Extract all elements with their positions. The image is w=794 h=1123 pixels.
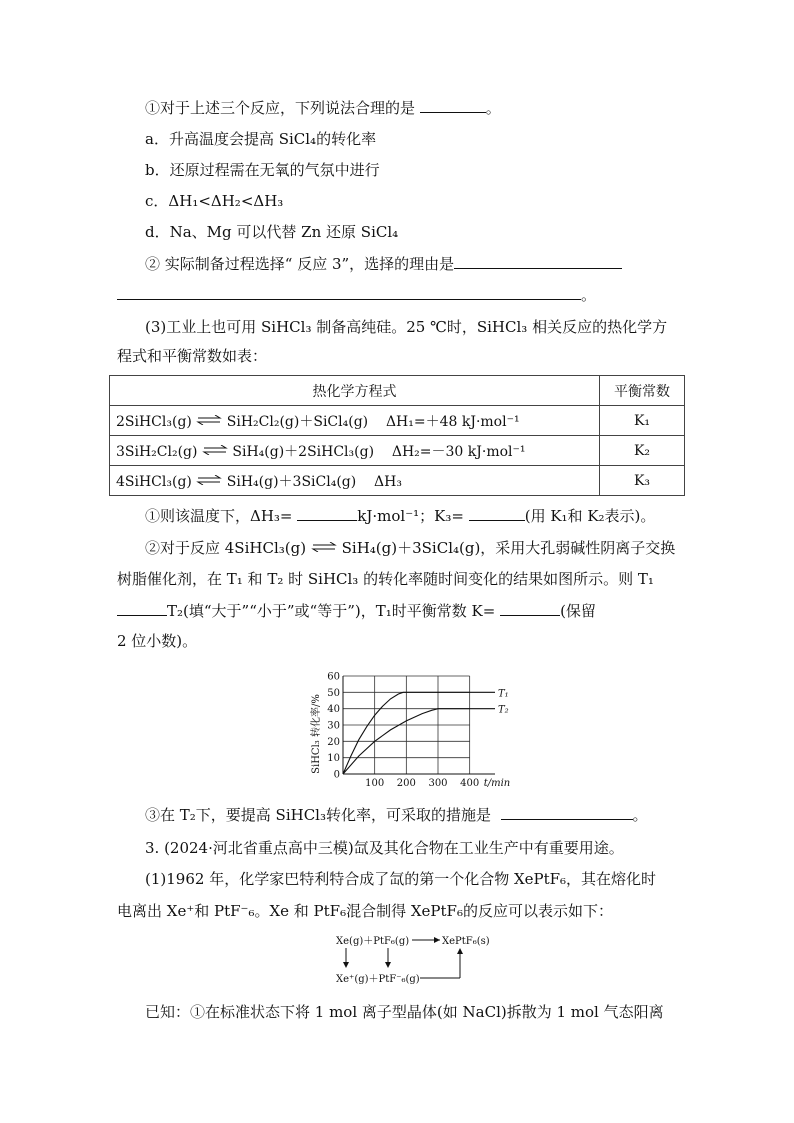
equilibrium-arrow-icon	[196, 475, 222, 485]
question-3-title: 3. (2024·河北省重点高中三模)氙及其化合物在工业生产中有重要用途。	[145, 839, 624, 857]
q3-p1-line2: 电离出 Xe⁺和 PtF⁻₆。Xe 和 PtF₆混合制得 XePtF₆的反应可以表示如下：	[117, 902, 613, 920]
option-c: c．ΔH₁<ΔH₂<ΔH₃	[145, 192, 284, 210]
series-line-1	[343, 692, 495, 774]
p3-q1: ①则该温度下，ΔH₃= kJ·mol⁻¹；K₃= (用 K₁和 K₂表示)。	[145, 507, 656, 525]
y-tick-label: 0	[333, 769, 340, 781]
chart-grid	[343, 676, 470, 774]
q3-p1-line1: (1)1962 年，化学家巴特利特合成了氙的第一个化合物 XePtF₆，其在熔化时	[145, 870, 657, 888]
x-tick-label: 400	[460, 778, 480, 789]
y-tick-label: 40	[327, 704, 340, 716]
p3-q2-line2: 树脂催化剂，在 T₁ 和 T₂ 时 SiHCl₃ 的转化率随时间变化的结果如图所示。则 T₁	[117, 570, 654, 588]
option-b: b．还原过程需在无氧的气氛中进行	[145, 161, 380, 179]
series-label: T₁	[498, 688, 509, 700]
table-header: 平衡常数	[600, 376, 685, 406]
y-axis-label: SiHCl₃ 转化率/%	[311, 694, 322, 774]
thermo-table	[109, 375, 685, 496]
y-tick-label: 10	[327, 753, 340, 765]
equilibrium-arrow-icon	[311, 542, 337, 552]
p3-intro-1: (3)工业上也可用 SiHCl₃ 制备高纯硅。25 ℃时，SiHCl₃ 相关反应的热化学方	[145, 318, 668, 336]
table-header-row	[110, 376, 685, 406]
y-tick-label: 30	[327, 720, 340, 732]
series-label: T₂	[498, 704, 509, 716]
conversion-chart	[305, 666, 515, 792]
x-tick-label: 300	[428, 778, 448, 789]
scheme-product: XePtF₆(s)	[442, 936, 490, 947]
scheme-ions: Xe⁺(g)＋PtF⁻₆(g)	[336, 974, 420, 985]
p3-intro-2: 程式和平衡常数如表：	[117, 347, 268, 365]
chart-series	[343, 688, 509, 774]
answer-blank[interactable]	[117, 601, 167, 616]
chart-ticks	[327, 672, 479, 790]
x-tick-label: 100	[365, 778, 385, 789]
y-tick-label: 50	[327, 687, 340, 699]
q2-line2: ② 实际制备过程选择“ 反应 3”，选择的理由是	[145, 254, 622, 274]
answer-blank[interactable]	[420, 98, 486, 113]
equilibrium-arrow-icon	[196, 415, 222, 425]
answer-blank[interactable]	[501, 805, 633, 820]
answer-blank[interactable]	[297, 506, 357, 521]
answer-blank[interactable]	[469, 506, 525, 521]
option-d: d．Na、Mg 可以代替 Zn 还原 SiCl₄	[145, 223, 399, 241]
q2-line2-cont: 。	[117, 285, 596, 305]
table-row: 3SiH₂Cl₂(g) SiH₄(g)＋2SiHCl₃(g) ΔH₂=－30 kJ·mol⁻¹ K₂	[110, 436, 685, 466]
q3-known: 已知：①在标准状态下将 1 mol 离子型晶体(如 NaCl)拆散为 1 mol 气态阳离	[145, 1003, 664, 1021]
p3-q2-line3: T₂(填“大于”“小于”或“等于”)，T₁时平衡常数 K= (保留	[117, 601, 596, 621]
table-row: 4SiHCl₃(g) SiH₄(g)＋3SiCl₄(g) ΔH₃ K₃	[110, 466, 685, 496]
scheme-reactants: Xe(g)＋PtF₆(g)	[336, 936, 410, 947]
answer-blank[interactable]	[454, 254, 622, 269]
reaction-scheme	[328, 930, 518, 992]
answer-blank[interactable]	[117, 285, 581, 300]
q2-line1: ①对于上述三个反应，下列说法合理的是 。	[145, 99, 501, 117]
equilibrium-arrow-icon	[202, 445, 228, 455]
x-axis-label: t/min	[483, 778, 511, 789]
p3-q3: ③在 T₂下，要提高 SiHCl₃转化率，可采取的措施是 。	[145, 806, 648, 824]
scheme-arrowhead-icon	[434, 937, 440, 943]
table-header: 热化学方程式	[110, 376, 600, 406]
table-row: 2SiHCl₃(g) SiH₂Cl₂(g)＋SiCl₄(g) ΔH₁=＋48 kJ·mol⁻¹ K₁	[110, 406, 685, 436]
y-tick-label: 60	[327, 671, 340, 683]
y-tick-label: 20	[327, 736, 340, 748]
x-tick-label: 200	[396, 778, 416, 789]
option-a: a．升高温度会提高 SiCl₄的转化率	[145, 130, 377, 148]
p3-q2-line4: 2 位小数)。	[117, 632, 198, 650]
answer-blank[interactable]	[500, 601, 560, 616]
p3-q2: ②对于反应 4SiHCl₃(g) SiH₄(g)＋3SiCl₄(g)，采用大孔弱碱性阴离子交换	[145, 539, 676, 557]
